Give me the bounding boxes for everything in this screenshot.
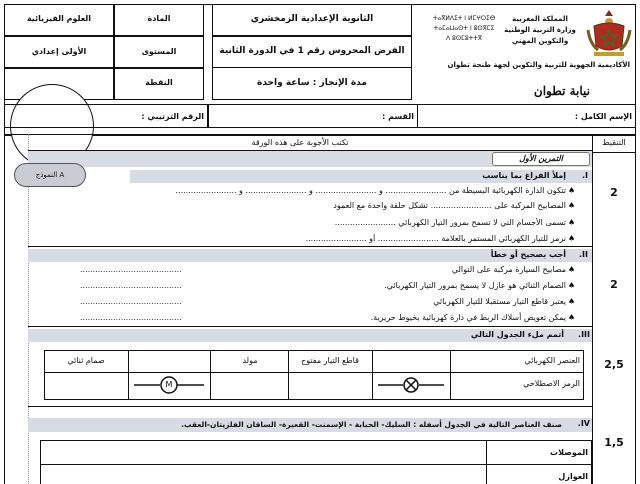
grade-label: النقطة — [145, 78, 173, 87]
section-2-title: أجب بصحيح أو خطأ — [490, 250, 566, 259]
col-generator: مولد — [242, 356, 258, 365]
section-1-item-3: تسمى الأجسام التي لا تسمح بمرور التيار الكهربائي ........................ — [334, 218, 566, 227]
subject-value: العلوم الفيزيائية — [26, 14, 92, 23]
model-badge-text: النموذج A — [35, 171, 65, 179]
classification-label-col-line — [486, 440, 487, 484]
section-2-answer-4[interactable]: ........................................ — [80, 313, 182, 322]
components-row1-label: العنصر الكهربائي — [524, 356, 580, 365]
section-1-points: 2 — [610, 186, 618, 199]
col-diode: صمام ثنائي — [67, 356, 105, 365]
section-4-title: صنف العناصر التالية في الجدول أسفله : السليك- الحبابة - الإسمنت- القعيرة- الساقان الفلزيتان-العقب. — [181, 420, 562, 429]
section-2-item-1: مصابيح السيارة مركبة على التوالي — [451, 265, 566, 274]
section-2-answer-1[interactable]: ........................................ — [80, 265, 182, 274]
section-4-num: IV. — [577, 419, 590, 428]
exercise-title: التمرين الأول — [519, 154, 563, 163]
section-1-bullet-1: ♠ — [568, 186, 576, 195]
kingdom-name: المملكة المغربية — [512, 15, 568, 23]
section-3-num: III. — [578, 330, 590, 339]
kingdom-emblem — [584, 6, 634, 58]
section-2-item-4: يمكن تعويض أسلاك الربط في دارة كهربائية بخيوط حريرية. — [370, 313, 566, 322]
components-col-line-3 — [288, 350, 289, 400]
section-1-item-2: المصابيح المركبة على ........................ تشكل حلقة واحدة مع العمود — [333, 201, 566, 210]
section-1-title: إملأ الفراغ بما يناسب — [482, 171, 566, 180]
section-2-answer-3[interactable]: ........................................ — [80, 297, 182, 306]
level-label: المستوى — [141, 47, 177, 56]
section-divider-1 — [28, 246, 592, 247]
classification-row-line — [40, 464, 592, 465]
tifinagh-line-2: ⵜⴰⵎⴰⵡⴰⵙⵜ ⵏ ⵓⵙⴳⵎⵉ — [433, 25, 495, 32]
grading-header: التنقيط — [602, 138, 626, 147]
section-2-num: II. — [579, 250, 588, 259]
answer-note: تكتب الأجوبة على هذه الورقة — [251, 138, 349, 147]
subject-label: المادة — [147, 14, 171, 23]
components-row2-label: الرمز الاصطلاحي — [523, 379, 580, 388]
section-1-item-1: تتكون الدارة الكهربائية البسيطة من ........................ و ........................ و ........................ و ........................ — [175, 186, 566, 195]
level-value: الأولى إعدادي — [31, 47, 87, 56]
motor-symbol-letter: M — [165, 380, 173, 389]
section-3-points: 2,5 — [604, 358, 624, 371]
section-divider-2 — [28, 326, 592, 327]
section-2-bullet-3: ♠ — [568, 297, 576, 306]
full-name-label[interactable]: الإسم الكامل : — [574, 112, 632, 121]
components-col-line-5 — [450, 350, 451, 400]
section-2-bullet-1: ♠ — [568, 265, 576, 274]
directorate-name: نيابة تطوان — [533, 84, 590, 98]
section-4-points: 1,5 — [604, 436, 624, 449]
col-switch-open: قاطع التيار مفتوح — [301, 356, 359, 365]
tifinagh-line-1: ⵜⴰⴳⵍⴷⵉⵜ ⵏ ⵍⵎⵖⵔⵉⴱ — [432, 15, 496, 22]
rank-label[interactable]: الرقم الترتيبي : — [141, 112, 204, 121]
school-name: الثانوية الإعدادية الزمخشري — [250, 14, 374, 24]
academy-name: الأكاديمية الجهوية للتربية والتكوين لجهة طنجة تطوان — [447, 61, 630, 69]
section-2-item-2: الصمام الثنائي هو عازل لا يسمح بمرور التيار الكهربائي. — [384, 281, 566, 290]
section-1-bullet-3: ♠ — [568, 218, 576, 227]
section-2-item-3: يعتبر قاطع التيار مستقبلا للتيار الكهربائي — [433, 297, 566, 306]
conductors-label: الموصلات — [550, 448, 588, 457]
section-2-bullet-4: ♠ — [568, 313, 576, 322]
section-1-num: I. — [581, 171, 588, 180]
section-1-bullet-2: ♠ — [568, 201, 576, 210]
exam-duration: مدة الإنجاز : ساعة واحدة — [257, 78, 367, 88]
exam-title: الفرض المحروس رقم 1 في الدورة الثانية — [219, 46, 405, 56]
section-3-title: أتمم ملء الجدول التالي — [470, 330, 564, 339]
ministry-line-3: والتكوين المهني — [511, 37, 569, 45]
components-col-line-1 — [128, 350, 129, 400]
components-col-line-2 — [210, 350, 211, 400]
insulators-label: العوازل — [558, 472, 588, 481]
section-2-answer-2[interactable]: ........................................ — [80, 281, 182, 290]
tifinagh-line-3: ⴷ ⵓⵙⵎⵓⵜⵜⴳ — [446, 35, 482, 42]
ministry-name: وزارة التربية الوطنية — [504, 26, 576, 34]
grading-header-line — [592, 152, 636, 153]
section-2-bullet-2: ♠ — [568, 281, 576, 290]
section-divider-3 — [28, 406, 592, 407]
section-1-bullet-4: ♠ — [568, 234, 576, 243]
section-1-item-4: نرمز للتيار الكهربائي المستمر بالعلامة ........................ أو ........................ — [305, 234, 566, 243]
class-label[interactable]: القسم : — [382, 112, 414, 121]
lamp-symbol-icon — [378, 376, 444, 394]
components-col-line-4 — [372, 350, 373, 400]
components-table-row-line — [44, 372, 584, 373]
section-2-points: 2 — [610, 278, 618, 291]
